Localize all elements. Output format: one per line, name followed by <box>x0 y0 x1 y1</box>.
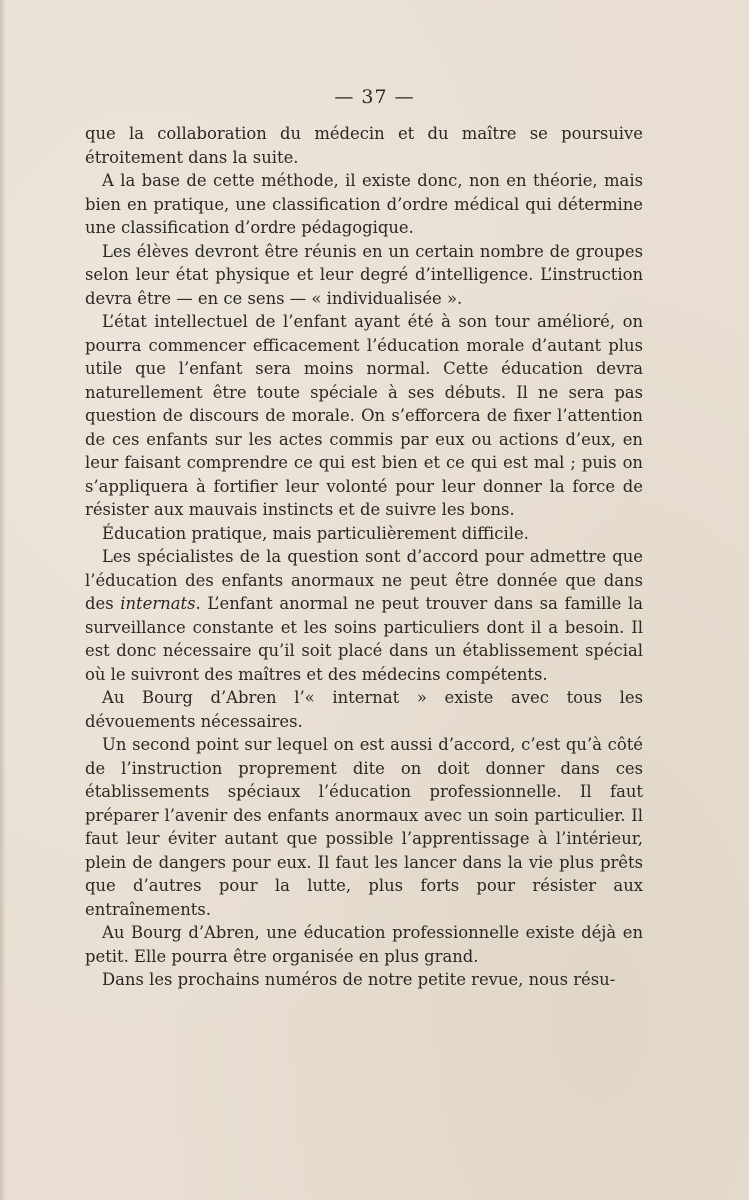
page-number: — 37 — <box>334 86 415 108</box>
paragraph-5: Éducation pratique, mais particulièrement difficile. <box>102 523 529 543</box>
page-binding-edge <box>0 0 6 1200</box>
paragraph-4: L’état intellectuel de l’enfant ayant été à son tour amélioré, on pourra commencer efficacement l’éducation morale d’autant plus utile que l’enfant sera moins normal. Cette éducation devra naturellement être toute spéciale à ses débuts. Il ne sera pas question de discours de morale. On s’efforcera de fixer l’attention de ces enfants sur les actes commis par eux ou actions d’eux, en leur faisant comprendre ce qui est bien et ce qui est mal ; puis on s’appliquera à fortifier leur volonté pour leur donner la force de résister aux mauvais instincts et de suivre les bons. <box>85 312 643 519</box>
paragraph-6 <box>85 545 643 686</box>
paragraph-8: Un second point sur lequel on est aussi d’accord, c’est qu’à côté de l’instruction proprement dite on doit donner dans ces établissements spéciaux l’éducation professionnelle. Il faut préparer l’avenir des enfants anormaux avec un soin particulier. Il faut leur éviter autant que possible l’apprentissage à l’intérieur, plein de dangers pour eux. Il faut les lancer dans la vie plus prêts que d’autres pour la lutte, plus forts pour résister aux entraînements. <box>85 735 643 919</box>
paragraph-2: A la base de cette méthode, il existe donc, non en théorie, mais bien en pratique, une classification d’ordre médical qui détermine une classification d’ordre pédagogique. <box>85 171 643 237</box>
paragraph-9: Au Bourg d’Abren, une éducation professionnelle existe déjà en petit. Elle pourra être organisée en plus grand. <box>85 923 643 966</box>
body-text <box>85 122 643 992</box>
paragraph-6-before: Les spécialistes de la question sont d’accord pour admettre que l’éducation des enfants anormaux ne peut être donnée que dans des <box>85 547 643 613</box>
paragraph-6-after: . L’enfant anormal ne peut trouver dans sa famille la surveillance constante et les soins particuliers dont il a besoin. Il est donc nécessaire qu’il soit placé dans un établissement spécial où le suivront des maîtres et des médecins compétents. <box>85 594 643 684</box>
paragraph-10: Dans les prochains numéros de notre petite revue, nous résu- <box>102 970 616 989</box>
paragraph-1: que la collaboration du médecin et du maître se poursuive étroitement dans la suite. <box>85 124 643 167</box>
italic-term-internats: internats <box>120 594 196 613</box>
paragraph-3: Les élèves devront être réunis en un certain nombre de groupes selon leur état physique et leur degré d’intelligence. L’instruction devra être — en ce sens — « individualisée ». <box>85 241 643 308</box>
paragraph-7: Au Bourg d’Abren l’« internat » existe avec tous les dévouements nécessaires. <box>85 688 643 731</box>
